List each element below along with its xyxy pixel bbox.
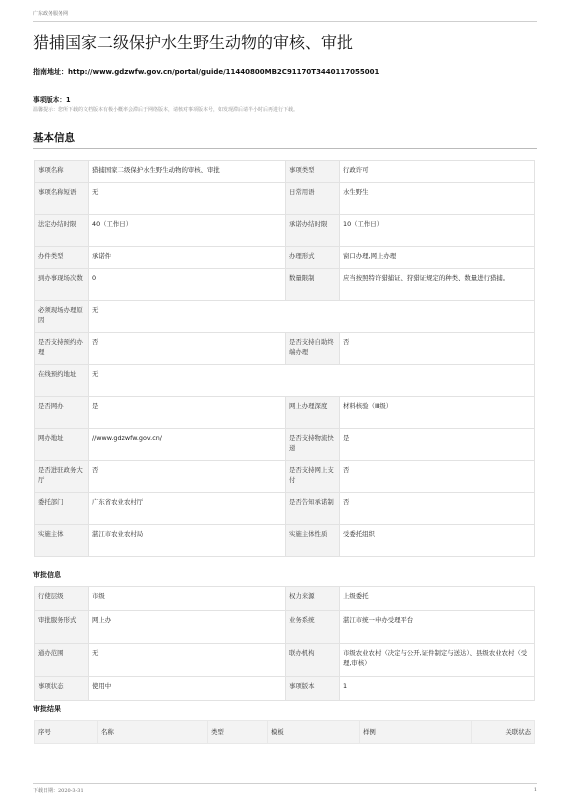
field-label: 是否支持预约办理 (35, 333, 89, 365)
field-value: 否 (340, 493, 535, 525)
table-row (35, 161, 535, 183)
field-label: 事项状态 (35, 677, 89, 701)
field-value: 猎捕国家二级保护水生野生动物的审核、审批 (89, 161, 286, 183)
field-value: 使用中 (89, 677, 286, 701)
field-label: 是否告知承诺制 (286, 493, 340, 525)
field-label: 网办地址 (35, 429, 89, 461)
table-row (35, 215, 535, 247)
page-title: 猎捕国家二级保护水生野生动物的审核、审批 (33, 33, 354, 52)
field-label: 行使层级 (35, 587, 89, 611)
table-row (35, 333, 535, 365)
field-label: 日常用语 (286, 183, 340, 215)
field-label: 实施主体性质 (286, 525, 340, 557)
table-row (35, 183, 535, 215)
field-label: 权力来源 (286, 587, 340, 611)
field-label: 是否进驻政务大厅 (35, 461, 89, 493)
field-value: 是 (89, 397, 286, 429)
field-value: 40（工作日） (89, 215, 286, 247)
field-value: 应当按照特许猎捕证、狩猎证规定的种类、数量进行猎捕。 (340, 269, 535, 301)
footer-divider (33, 783, 537, 784)
field-value: 1 (340, 677, 535, 701)
guide-address-label: 指南地址： (33, 68, 68, 76)
download-notice: 温馨提示：您所下载的文档版本有极小概率会滞后于网络版本，请核对事项版本号，如发现滞后请半小时后再进行下载。 (33, 107, 299, 113)
guide-address-url[interactable]: http://www.gdzwfw.gov.cn/portal/guide/11440800MB2C91170T3440117055001 (68, 68, 380, 76)
field-label: 必须现场办理原因 (35, 301, 89, 333)
field-label: 事项名称 (35, 161, 89, 183)
field-label: 事项名称短语 (35, 183, 89, 215)
table-row (35, 429, 535, 461)
guide-address (33, 67, 379, 77)
field-label: 是否支持物流快递 (286, 429, 340, 461)
table-row (35, 611, 535, 644)
field-value: 10（工作日） (340, 215, 535, 247)
field-label: 业务系统 (286, 611, 340, 644)
field-value: 水生野生 (340, 183, 535, 215)
basic-info-title: 基本信息 (33, 132, 75, 144)
field-value: 上级委托 (340, 587, 535, 611)
field-label: 事项版本 (286, 677, 340, 701)
table-row (35, 269, 535, 301)
page-number: 1 (533, 787, 537, 793)
review-result-table (34, 720, 535, 744)
version-info (33, 94, 71, 104)
field-value: 否 (340, 461, 535, 493)
field-value: 广东省农业农村厅 (89, 493, 286, 525)
field-label: 承诺办结时限 (286, 215, 340, 247)
column-header-sample: 样例 (360, 721, 472, 744)
field-value: 否 (340, 333, 535, 365)
field-value: 是 (340, 429, 535, 461)
version-label: 事项版本： (33, 96, 66, 104)
field-label: 数量限制 (286, 269, 340, 301)
table-row (35, 247, 535, 269)
download-date: 下载日期：2020-3-31 (33, 788, 84, 794)
review-info-table (34, 586, 535, 701)
field-label: 委托部门 (35, 493, 89, 525)
review-info-title: 审批信息 (33, 571, 61, 579)
field-label: 法定办结时限 (35, 215, 89, 247)
table-row (35, 493, 535, 525)
field-label: 在线预约地址 (35, 365, 89, 397)
basic-info-table (34, 160, 535, 557)
field-label: 事项类型 (286, 161, 340, 183)
table-row (35, 301, 535, 333)
field-value: 湛江市农业农村局 (89, 525, 286, 557)
field-label: 审批服务形式 (35, 611, 89, 644)
field-label: 是否支持自助终端办理 (286, 333, 340, 365)
table-row (35, 525, 535, 557)
column-header-template: 模板 (268, 721, 360, 744)
field-value: 受委托组织 (340, 525, 535, 557)
field-label: 实施主体 (35, 525, 89, 557)
field-value: 湛江市统一申办受理平台 (340, 611, 535, 644)
table-row (35, 644, 535, 677)
table-row (35, 677, 535, 701)
field-value: 否 (89, 461, 286, 493)
field-label: 办件类型 (35, 247, 89, 269)
field-value: 无 (89, 301, 535, 333)
field-value: 无 (89, 644, 286, 677)
field-label: 是否支持网上支付 (286, 461, 340, 493)
field-value: 市级农业农村（决定与公开,证件制定与送达）、县级农业农村（受理,审核） (340, 644, 535, 677)
field-value: 窗口办理,网上办理 (340, 247, 535, 269)
column-header-name: 名称 (98, 721, 208, 744)
field-value: 无 (89, 365, 535, 397)
field-value: 承诺件 (89, 247, 286, 269)
column-header-index: 序号 (35, 721, 98, 744)
field-value: 材料核验（Ⅲ级） (340, 397, 535, 429)
table-header-row (35, 721, 535, 744)
field-label: 是否网办 (35, 397, 89, 429)
field-label: 办理形式 (286, 247, 340, 269)
column-header-type: 类型 (208, 721, 268, 744)
header-divider (33, 21, 537, 22)
field-value: 网上办 (89, 611, 286, 644)
field-label: 联办机构 (286, 644, 340, 677)
table-row (35, 397, 535, 429)
field-value: 市级 (89, 587, 286, 611)
table-row (35, 365, 535, 397)
column-header-status: 关联状态 (472, 721, 535, 744)
field-label: 网上办理深度 (286, 397, 340, 429)
field-value: 0 (89, 269, 286, 301)
version-value: 1 (65, 96, 71, 104)
field-value: 否 (89, 333, 286, 365)
field-value[interactable]: //www.gdzwfw.gov.cn/ (89, 429, 286, 461)
review-result-title: 审批结果 (33, 705, 61, 713)
site-header: 广东政务服务网 (33, 11, 69, 17)
field-label: 到办事现场次数 (35, 269, 89, 301)
table-row (35, 587, 535, 611)
field-value: 无 (89, 183, 286, 215)
field-value: 行政许可 (340, 161, 535, 183)
field-label: 通办范围 (35, 644, 89, 677)
table-row (35, 461, 535, 493)
section-divider (33, 148, 537, 149)
